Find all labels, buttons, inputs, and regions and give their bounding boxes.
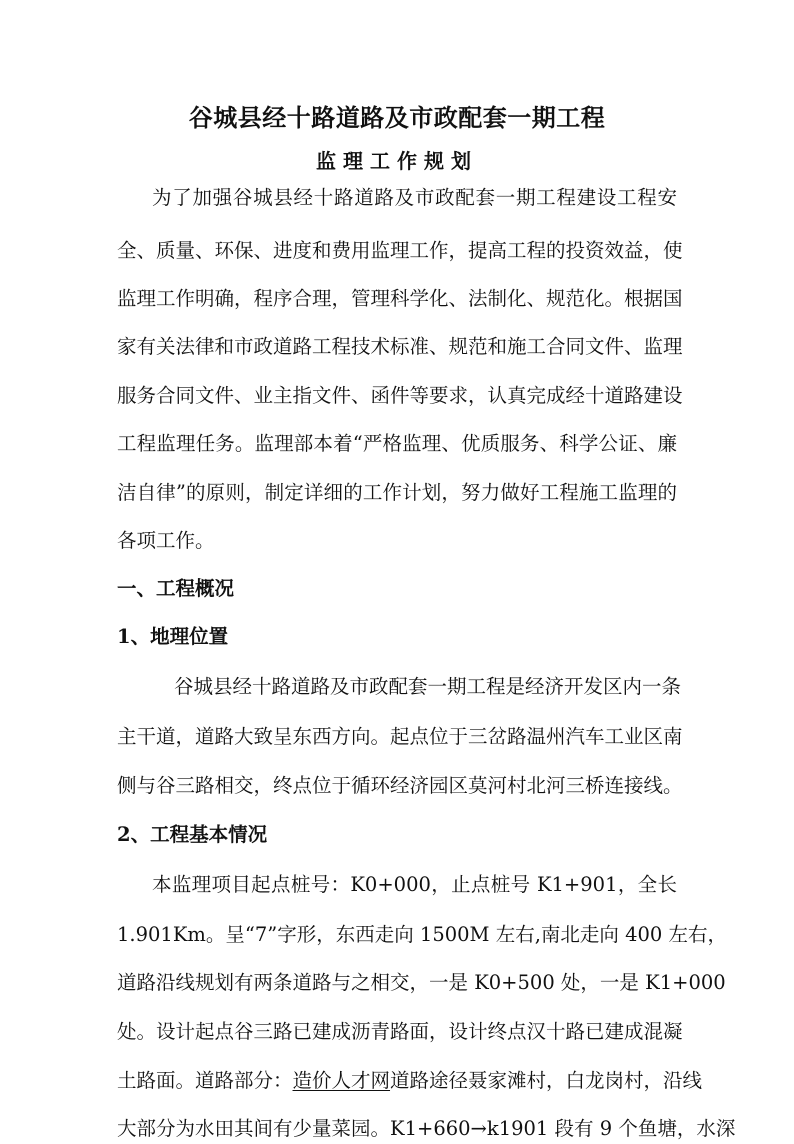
- basic-line-text: 土路面。道路部分：: [117, 1069, 293, 1092]
- subsection-heading: 1、地理位置: [117, 625, 229, 648]
- geo-line: 侧与谷三路相交，终点位于循环经济园区莫河村北河三桥连接线。: [117, 774, 683, 797]
- geo-line: 谷城县经十路道路及市政配套一期工程是经济开发区内一条: [174, 675, 682, 698]
- basic-line: 处。设计起点谷三路已建成沥青路面，设计终点汉十路已建成混凝: [117, 1020, 683, 1043]
- intro-line: 服务合同文件、业主指文件、函件等要求，认真完成经十道路建设: [117, 384, 683, 407]
- intro-line: 洁自律”的原则，制定详细的工作计划，努力做好工程施工监理的: [117, 481, 677, 504]
- intro-line: 监理工作明确，程序合理，管理科学化、法制化、规范化。根据国: [117, 287, 683, 310]
- document-title: 谷城县经十路道路及市政配套一期工程: [188, 103, 606, 132]
- basic-line: 1.901Km。呈“7”字形，东西走向 1500M 左右,南北走向 400 左右，: [117, 923, 728, 946]
- section-heading: 一、工程概况: [117, 577, 235, 600]
- basic-line: 道路沿线规划有两条道路与之相交，一是 K0+500 处，一是 K1+000: [117, 971, 726, 994]
- intro-line: 工程监理任务。监理部本着“严格监理、优质服务、科学公证、廉: [117, 432, 677, 455]
- basic-line: 本监理项目起点桩号：K0+000，止点桩号 K1+901，全长: [152, 873, 677, 896]
- basic-line: 大部分为水田其间有少量菜园。K1+660→k1901 段有 9 个鱼塘，水深: [117, 1117, 736, 1140]
- intro-line: 各项工作。: [117, 529, 215, 552]
- basic-line: [117, 1066, 703, 1096]
- geo-line: 主干道，道路大致呈东西方向。起点位于三岔路温州汽车工业区南: [117, 725, 683, 748]
- intro-line: 全、质量、环保、进度和费用监理工作，提高工程的投资效益，使: [117, 239, 683, 262]
- basic-line-text: 道路途径聂家滩村，白龙岗村，沿线: [390, 1069, 703, 1092]
- subsection-heading: 2、工程基本情况: [117, 823, 268, 846]
- intro-line: 为了加强谷城县经十路道路及市政配套一期工程建设工程安: [152, 186, 677, 209]
- document-subtitle: 监理工作规划: [316, 149, 478, 173]
- inline-link[interactable]: 造价人才网: [292, 1069, 391, 1092]
- intro-line: 家有关法律和市政道路工程技术标准、规范和施工合同文件、监理: [117, 335, 683, 358]
